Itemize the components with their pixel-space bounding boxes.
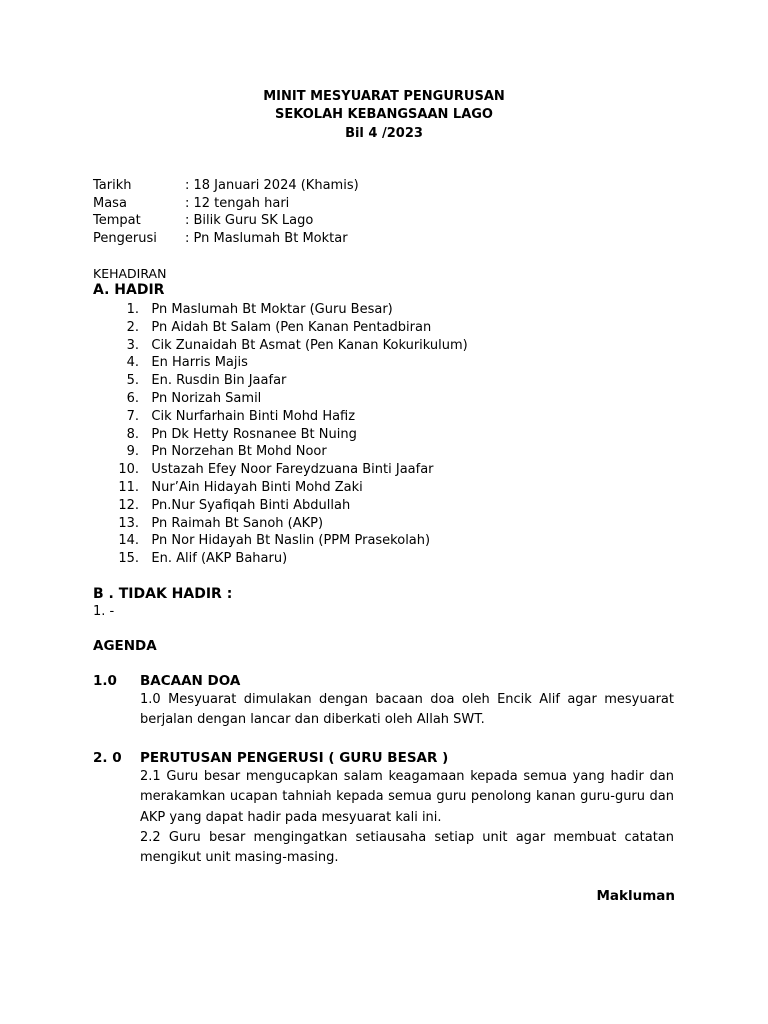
attendee-name: Pn Norizah Samil bbox=[151, 390, 262, 406]
list-number: 14. bbox=[118, 533, 139, 549]
list-item bbox=[100, 337, 468, 355]
list-number: 6. bbox=[126, 390, 139, 406]
meta-value: : Pn Maslumah Bt Moktar bbox=[185, 231, 348, 246]
list-number: 7. bbox=[126, 408, 139, 424]
list-item bbox=[100, 479, 468, 497]
list-item bbox=[100, 354, 468, 372]
list-number: 1. bbox=[126, 302, 139, 317]
absent-heading: B . TIDAK HADIR : bbox=[93, 586, 233, 602]
attendee-name: Pn Aidah Bt Salam (Pen Kanan Pentadbiran bbox=[151, 319, 432, 335]
section-paragraph: 1.0 Mesyuarat dimulakan dengan bacaan doa oleh Encik Alif agar mesyuarat berjalan dengan lancar dan diberkati oleh Allah SWT. bbox=[140, 692, 674, 728]
attendee-name: Cik Nurfarhain Binti Mohd Hafiz bbox=[151, 408, 356, 424]
section-title: BACAAN DOA bbox=[140, 673, 241, 689]
list-number: 8. bbox=[126, 426, 139, 442]
list-item bbox=[100, 408, 468, 426]
list-item bbox=[100, 497, 468, 515]
list-number: 3. bbox=[126, 337, 139, 353]
section-paragraph: 2.2 Guru besar mengingatkan setiausaha setiap unit agar membuat catatan mengikut unit masing-masing. bbox=[140, 830, 674, 866]
meta-value: : 18 Januari 2024 (Khamis) bbox=[185, 178, 359, 193]
attendee-name: Nur’Ain Hidayah Binti Mohd Zaki bbox=[151, 479, 363, 495]
section-title: PERUTUSAN PENGERUSI ( GURU BESAR ) bbox=[140, 750, 449, 766]
list-item bbox=[100, 390, 468, 408]
document-title: MINIT MESYUARAT PENGURUSAN bbox=[263, 89, 505, 104]
present-list bbox=[100, 301, 468, 568]
closing-note: Makluman bbox=[596, 888, 675, 904]
list-number: 15. bbox=[118, 551, 139, 567]
list-item bbox=[100, 443, 468, 461]
list-item bbox=[100, 426, 468, 444]
present-heading: A. HADIR bbox=[93, 282, 165, 298]
attendee-name: Pn Dk Hetty Rosnanee Bt Nuing bbox=[151, 426, 357, 442]
meeting-number: Bil 4 /2023 bbox=[345, 126, 423, 141]
meta-value: : Bilik Guru SK Lago bbox=[185, 213, 314, 228]
meta-value: : 12 tengah hari bbox=[185, 196, 290, 211]
agenda-heading: AGENDA bbox=[93, 638, 157, 654]
list-item bbox=[100, 319, 468, 337]
list-item bbox=[100, 461, 468, 479]
meta-label: Pengerusi bbox=[93, 231, 157, 246]
attendee-name: En Harris Majis bbox=[151, 355, 248, 371]
meta-label: Tempat bbox=[93, 213, 141, 228]
attendee-name: En. Alif (AKP Baharu) bbox=[151, 551, 288, 567]
school-name: SEKOLAH KEBANGSAAN LAGO bbox=[275, 107, 493, 122]
attendee-name: Pn Norzehan Bt Mohd Noor bbox=[151, 444, 327, 460]
attendee-name: En. Rusdin Bin Jaafar bbox=[151, 373, 287, 389]
attendance-heading: KEHADIRAN bbox=[93, 266, 167, 281]
section-paragraph: 2.1 Guru besar mengucapkan salam keagamaan kepada semua yang hadir dan merakamkan ucapan tahniah kepada semua guru penolong kanan guru-guru dan AKP yang dapat hadir pada mesyuarat kali ini. bbox=[140, 769, 674, 825]
list-number: 10. bbox=[118, 462, 139, 478]
attendee-name: Pn Nor Hidayah Bt Naslin (PPM Prasekolah) bbox=[151, 533, 431, 549]
attendee-name: Ustazah Efey Noor Fareydzuana Binti Jaafar bbox=[151, 462, 434, 478]
attendee-name: Pn.Nur Syafiqah Binti Abdullah bbox=[151, 497, 351, 513]
list-number: 13. bbox=[118, 515, 139, 531]
section-number: 2. 0 bbox=[93, 750, 122, 766]
list-number: 9. bbox=[126, 444, 139, 460]
list-number: 11. bbox=[118, 479, 139, 495]
list-number: 2. bbox=[126, 319, 139, 335]
meta-label: Masa bbox=[93, 196, 127, 211]
list-item bbox=[100, 532, 468, 550]
meta-label: Tarikh bbox=[93, 178, 132, 193]
absent-list-item: 1. - bbox=[93, 604, 115, 619]
list-number: 12. bbox=[118, 497, 139, 513]
list-item bbox=[100, 301, 468, 319]
list-number: 5. bbox=[126, 373, 139, 389]
attendee-name: Cik Zunaidah Bt Asmat (Pen Kanan Kokurikulum) bbox=[151, 337, 468, 353]
section-number: 1.0 bbox=[93, 673, 117, 689]
list-number: 4. bbox=[126, 355, 139, 371]
attendee-name: Pn Maslumah Bt Moktar (Guru Besar) bbox=[151, 302, 393, 317]
attendee-name: Pn Raimah Bt Sanoh (AKP) bbox=[151, 515, 324, 531]
list-item bbox=[100, 515, 468, 533]
list-item bbox=[100, 550, 468, 568]
list-item bbox=[100, 372, 468, 390]
